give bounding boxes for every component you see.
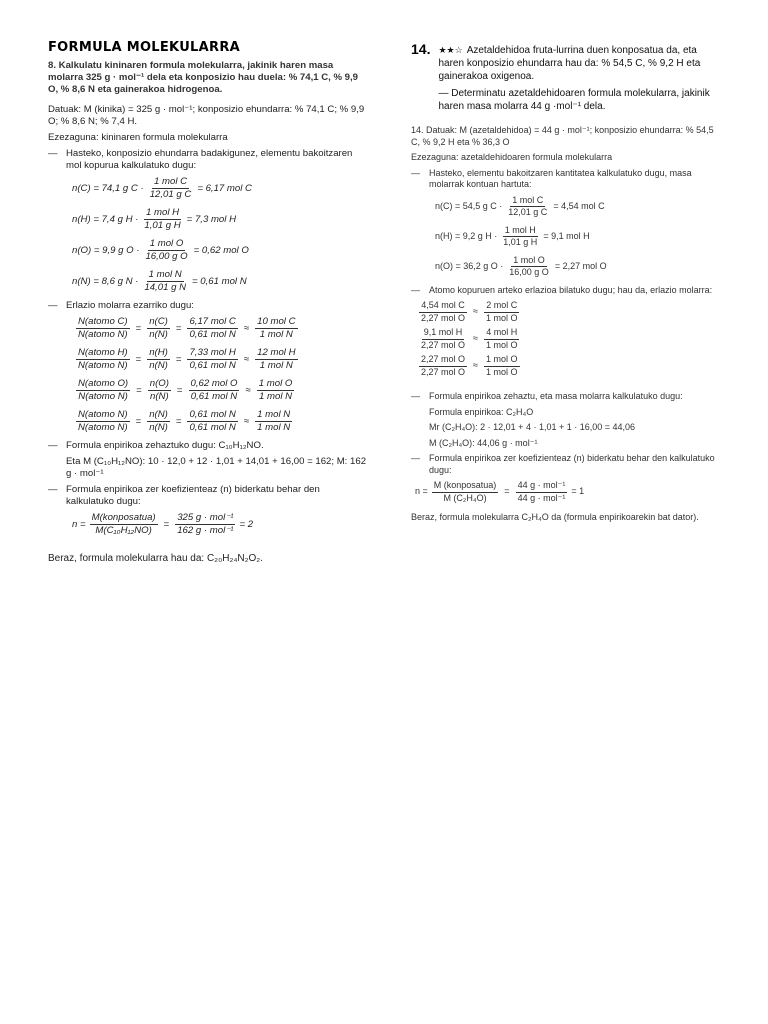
molar-mass-14: M (C₂H₄O): 44,06 g · mol⁻¹ <box>429 437 538 448</box>
problem-14-statement: Azetaldehidoa fruta-lurrina duen konposatua da, eta haren konposizio ehundarra hau da: % 54,5 C, % 9,2 H eta gainerakoa oxigenoa. <box>438 45 701 82</box>
problem-8-statement: 8. Kalkulatu kininaren formula molekularra, jakinik haren masa molarra 325 g · mol⁻¹ dela eta konposizio hau duela: % 74,1 C, % 9,9 O, % 8,6 N eta gainerakoa hidrogenoa. <box>48 60 359 95</box>
ratio-fraction: $\frac{\text{2 mol C}}{\text{1 mol O}}$ <box>485 300 518 323</box>
mole-calculations <box>48 176 368 294</box>
final-result: Beraz, formula molekularra hau da: C₂₀H₂₄N₂O₂. <box>48 553 263 564</box>
relative-mass-14: Mr (C₂H₄O): 2 · 12,01 + 4 · 1,01 + 1 · 16,00 = 44,06 <box>429 422 636 432</box>
n-fraction-14-1: $\frac{\text{M (konposatua)}}{\text{M (C₂H₄O)}}$ <box>433 480 497 503</box>
ratio-fraction: $\frac{\text{N(atomo O)}}{\text{N(atomo N)}}$ <box>78 378 129 402</box>
ratio-fraction: $\frac{n(N)}{n(N)}$ <box>149 409 168 433</box>
ratio-fraction: $\frac{\text{2,27 mol O}}{\text{2,27 mol O}}$ <box>421 354 466 377</box>
ratio-fraction: $\frac{\text{0,61 mol N}}{\text{0,61 mol N}}$ <box>189 409 236 433</box>
mole-row: n(O) = 36,2 g O · $\frac{\text{1 mol O}}{\text{16,00 g O}}$ = 2,27 mol O <box>435 254 607 277</box>
unit-fraction: $\frac{\text{1 mol H}}{\text{1,01 g H}}$ <box>503 224 538 247</box>
ratio-fraction: $\frac{\text{1 mol N}}{\text{1 mol N}}$ <box>257 409 291 433</box>
ratio-fraction: $\frac{\text{N(atomo H)}}{\text{N(atomo N)}}$ <box>78 347 128 371</box>
ratio-row: $\frac{\text{2,27 mol O}}{\text{2,27 mol O}}$ ≈ $\frac{\text{1 mol O}}{\text{1 mol O}}$ <box>421 354 518 377</box>
ratio-row: $\frac{\text{N(atomo C)}}{\text{N(atomo N)}}$ = $\frac{n(C)}{n(N)}$ = $\frac{\text{6,17 mol C}}{\text{0,61 mol N}}$ ≈ $\frac{\text{10 mol C}}{\text{1 mol N}}$ <box>78 316 296 340</box>
problem-number: 14. <box>411 41 431 57</box>
unit-fraction: $\frac{\text{1 mol C}}{\text{12,01 g C}}$ <box>508 194 548 217</box>
step-3: — Formula enpirikoa zehaztuko dugu: C₁₀H₁₂NO. <box>48 440 264 451</box>
ratio-fraction: $\frac{\text{12 mol H}}{\text{1 mol N}}$ <box>257 347 296 371</box>
ratio-fraction: $\frac{\text{7,33 mol H}}{\text{0,61 mol N}}$ <box>189 347 236 371</box>
step-3-14: — Formula enpirikoa zehaztu, eta masa molarra kalkulatuko dugu: <box>411 391 683 401</box>
ratio-fraction: $\frac{n(C)}{n(N)}$ <box>149 316 168 340</box>
difficulty-stars-icon: ★★☆ <box>438 45 463 55</box>
unit-fraction: $\frac{\text{1 mol O}}{\text{16,00 g O}}$ <box>145 238 188 262</box>
ratio-fraction: $\frac{\text{0,62 mol O}}{\text{0,61 mol N}}$ <box>190 378 238 402</box>
step-4: — Formula enpirikoa zer koefizienteaz (n) biderkatu behar den kalkulatuko dugu: <box>48 484 320 507</box>
mole-row: n(N) = 8,6 g N · $\frac{\text{1 mol N}}{\text{14,01 g N}}$ = 0,61 mol N <box>72 269 247 293</box>
n-equation-14: n = $\frac{\text{M (konposatua)}}{\text{M (C₂H₄O)}}$ = $\frac{\text{44 g · mol⁻¹}}{\text{44 g · mol⁻¹}}$ = 1 <box>415 480 585 503</box>
ratio-fraction: $\frac{\text{10 mol C}}{\text{1 mol N}}$ <box>257 316 296 340</box>
ratio-fraction: $\frac{\text{4,54 mol C}}{\text{2,27 mol O}}$ <box>421 300 466 323</box>
ratio-row: $\frac{\text{4,54 mol C}}{\text{2,27 mol O}}$ ≈ $\frac{\text{2 mol C}}{\text{1 mol O}}$ <box>421 300 518 323</box>
unknown: Ezezaguna: kininaren formula molekularra <box>48 132 228 143</box>
empirical-mass: Eta M (C₁₀H₁₂NO): 10 · 12,0 + 12 · 1,01 + 14,01 + 16,00 = 162; M: 162 g · mol⁻¹ <box>66 456 367 479</box>
given-data-14: 14. Datuak: M (azetaldehidoa) = 44 g · mol⁻¹; konposizio ehundarra: % 54,5 C, % 9,2 H eta % 36,3 O <box>411 125 714 147</box>
ratio-fraction: $\frac{n(O)}{n(N)}$ <box>149 378 169 402</box>
step-2-14: — Atomo kopuruen arteko erlazioa bilatuko dugu; hau da, erlazio molarra: <box>411 284 713 295</box>
ratio-fraction: $\frac{\text{N(atomo N)}}{\text{N(atomo N)}}$ <box>78 409 128 433</box>
given-data: Datuak: M (kinika) = 325 g · mol⁻¹; konposizio ehundarra: % 74,1 C; % 9,9 O; % 8,6 N; % 7,4 H. <box>48 104 365 127</box>
ratio-fraction: $\frac{\text{N(atomo C)}}{\text{N(atomo N)}}$ <box>78 316 128 340</box>
molar-ratios-14 <box>411 300 721 378</box>
ratio-fraction: $\frac{\text{4 mol H}}{\text{1 mol O}}$ <box>485 327 518 350</box>
unit-fraction: $\frac{\text{1 mol H}}{\text{1,01 g H}}$ <box>144 207 181 231</box>
step-1-14: — Hasteko, elementu bakoitzaren kantitatea kalkulatuko dugu, masa molarrak kontuan hartuta: <box>411 167 692 189</box>
mole-row: n(H) = 9,2 g H · $\frac{\text{1 mol H}}{\text{1,01 g H}}$ = 9,1 mol H <box>435 224 590 247</box>
right-column <box>411 41 721 528</box>
n-fraction-14-2: $\frac{\text{44 g · mol⁻¹}}{\text{44 g · mol⁻¹}}$ <box>517 480 566 503</box>
ratio-fraction: $\frac{n(H)}{n(N)}$ <box>149 347 168 371</box>
unit-fraction: $\frac{\text{1 mol C}}{\text{12,01 g C}}$ <box>149 176 192 200</box>
left-column <box>48 42 368 565</box>
ratio-row: $\frac{\text{N(atomo N)}}{\text{N(atomo N)}}$ = $\frac{n(N)}{n(N)}$ = $\frac{\text{0,61 mol N}}{\text{0,61 mol N}}$ ≈ $\frac{\text{1 mol N}}{\text{1 mol N}}$ <box>78 409 291 433</box>
molar-ratios <box>48 316 368 434</box>
n-fraction-1: $\frac{\text{M(konposatua)}}{\text{M(C₁₀H₁₂NO)}}$ <box>91 512 156 536</box>
ratio-row: $\frac{\text{N(atomo H)}}{\text{N(atomo N)}}$ = $\frac{n(H)}{n(N)}$ = $\frac{\text{7,33 mol H}}{\text{0,61 mol N}}$ ≈ $\frac{\text{12 mol H}}{\text{1 mol N}}$ <box>78 347 296 371</box>
ratio-fraction: $\frac{\text{9,1 mol H}}{\text{2,27 mol O}}$ <box>421 327 466 350</box>
problem-14-header <box>411 41 721 113</box>
ratio-fraction: $\frac{\text{1 mol O}}{\text{1 mol N}}$ <box>258 378 293 402</box>
n-fraction-2: $\frac{\text{325 g · mol⁻¹}}{\text{162 g · mol⁻¹}}$ <box>177 512 234 536</box>
unknown-14: Ezezaguna: azetaldehidoaren formula molekularra <box>411 152 613 162</box>
empirical-formula-14: Formula enpirikoa: C₂H₄O <box>429 406 534 417</box>
unit-fraction: $\frac{\text{1 mol O}}{\text{16,00 g O}}$ <box>509 254 549 277</box>
mole-calculations-14 <box>411 195 721 279</box>
n-equation: n = $\frac{\text{M(konposatua)}}{\text{M(C₁₀H₁₂NO)}}$ = $\frac{\text{325 g · mol⁻¹}}{\text{162 g · mol⁻¹}}$ = 2 <box>72 512 254 536</box>
ratio-fraction: $\frac{\text{6,17 mol C}}{\text{0,61 mol N}}$ <box>189 316 236 340</box>
page-title: FORMULA MOLEKULARRA <box>48 40 240 55</box>
mole-row: n(C) = 74,1 g C · $\frac{\text{1 mol C}}{\text{12,01 g C}}$ = 6,17 mol C <box>72 176 252 200</box>
unit-fraction: $\frac{\text{1 mol N}}{\text{14,01 g N}}$ <box>144 269 186 293</box>
ratio-fraction: $\frac{\text{1 mol O}}{\text{1 mol O}}$ <box>485 354 518 377</box>
mole-row: n(O) = 9,9 g O · $\frac{\text{1 mol O}}{\text{16,00 g O}}$ = 0,62 mol O <box>72 238 249 262</box>
step-1: — Hasteko, konposizio ehundarra badakigunez, elementu bakoitzaren mol kopurua kalkulatuko dugu: <box>48 148 353 171</box>
ratio-row: $\frac{\text{N(atomo O)}}{\text{N(atomo N)}}$ = $\frac{n(O)}{n(N)}$ = $\frac{\text{0,62 mol O}}{\text{0,61 mol N}}$ ≈ $\frac{\text{1 mol O}}{\text{1 mol N}}$ <box>78 378 293 402</box>
step-2: — Erlazio molarra ezarriko dugu: <box>48 300 194 311</box>
mole-row: n(H) = 7,4 g H · $\frac{\text{1 mol H}}{\text{1,01 g H}}$ = 7,3 mol H <box>72 207 236 231</box>
mole-row: n(C) = 54,5 g C · $\frac{\text{1 mol C}}{\text{12,01 g C}}$ = 4,54 mol C <box>435 194 605 217</box>
ratio-row: $\frac{\text{9,1 mol H}}{\text{2,27 mol O}}$ ≈ $\frac{\text{4 mol H}}{\text{1 mol O}}$ <box>421 327 518 350</box>
problem-14-question: — Determinatu azetaldehidoaren formula molekularra, jakinik haren masa molarra 44 g ·mol⁻¹ dela. <box>438 88 710 112</box>
final-result-14: Beraz, formula molekularra C₂H₄O da (formula enpirikoarekin bat dator). <box>411 512 699 522</box>
step-4-14: — Formula enpirikoa zer koefizienteaz (n) biderkatu behar den kalkulatuko dugu: <box>411 453 715 475</box>
